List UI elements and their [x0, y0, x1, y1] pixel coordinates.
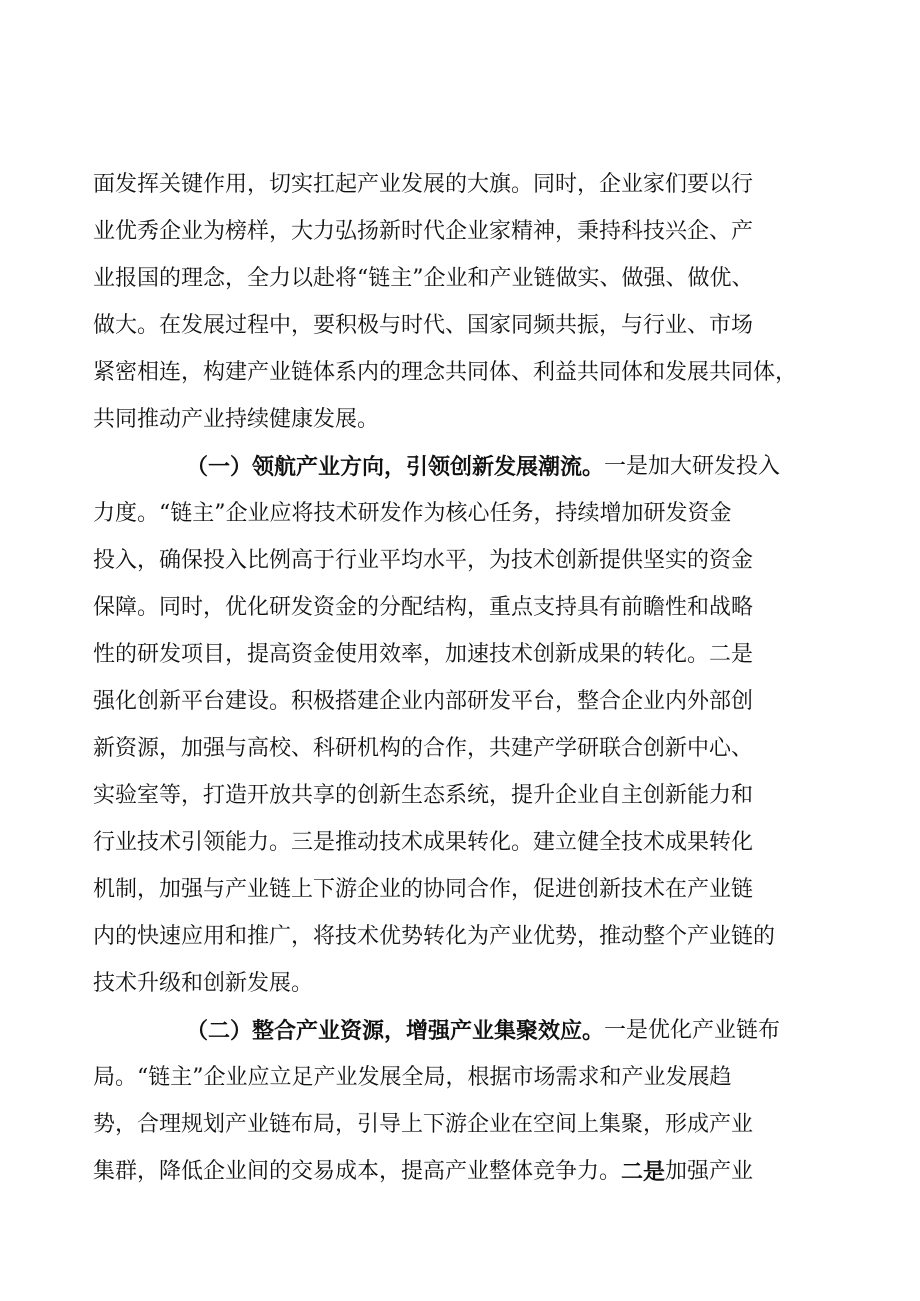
text-line — [0, 358, 920, 388]
section-heading-line — [0, 1016, 920, 1046]
text-line — [0, 969, 920, 999]
line-text: 性的研发项目，提高资金使用效率，加速技术创新成果的转化。二是 — [93, 642, 754, 667]
line-text: 面发挥关键作用，切实扛起产业发展的大旗。同时，企业家们要以行 — [93, 172, 754, 197]
text-line — [0, 217, 920, 247]
text-line — [0, 875, 920, 905]
line-text: 业优秀企业为榜样，大力弘扬新时代企业家精神，秉持科技兴企、产 — [93, 219, 754, 244]
line-text: 新资源，加强与高校、科研机构的合作，共建产学研联合创新中心、 — [93, 736, 754, 761]
text-line — [0, 687, 920, 717]
text-line — [0, 828, 920, 858]
line-text: 紧密相连，构建产业链体系内的理念共同体、利益共同体和发展共同体， — [93, 360, 798, 385]
line-text: 行业技术引领能力。三是推动技术成果转化。建立健全技术成果转化 — [93, 830, 754, 855]
text-line — [0, 546, 920, 576]
text-line — [0, 640, 920, 670]
line-text: 势，合理规划产业链布局，引导上下游企业在空间上集聚，形成产业 — [93, 1112, 754, 1137]
text-line — [0, 1063, 920, 1093]
line-text: 一是优化产业链布 — [604, 1018, 781, 1043]
line-text: 业报国的理念，全力以赴将“链主”企业和产业链做实、做强、做优、 — [93, 266, 754, 291]
line-text: 力度。“链主”企业应将技术研发作为核心任务，持续增加研发资金 — [93, 501, 732, 526]
line-text: 内的快速应用和推广，将技术优势转化为产业优势，推动整个产业链的 — [93, 924, 776, 949]
line-text: 一是加大研发投入 — [604, 454, 781, 479]
text-line — [0, 264, 920, 294]
line-text: 机制，加强与产业链上下游企业的协同合作，促进创新技术在产业链 — [93, 877, 754, 902]
line-text: 共同推动产业持续健康发展。 — [93, 407, 380, 432]
text-line — [0, 405, 920, 435]
line-text: 集群，降低企业间的交易成本，提高产业整体竞争力。 — [93, 1159, 622, 1184]
line-text: 强化创新平台建设。积极搭建企业内部研发平台，整合企业内外部创 — [93, 689, 754, 714]
text-line — [0, 593, 920, 623]
section-heading-2: （二）整合产业资源，增强产业集聚效应。 — [186, 1018, 605, 1044]
section-heading-1: （一）领航产业方向，引领创新发展潮流。 — [186, 454, 605, 480]
line-text: 加强产业 — [665, 1159, 754, 1184]
text-line — [0, 170, 920, 200]
text-line — [0, 311, 920, 341]
text-line — [0, 499, 920, 529]
emphasis-text: 二是 — [621, 1159, 666, 1185]
text-line — [0, 781, 920, 811]
section-heading-line — [0, 452, 920, 482]
text-line — [0, 922, 920, 952]
text-line — [0, 1110, 920, 1140]
text-line — [0, 1157, 920, 1187]
line-text: 做大。在发展过程中，要积极与时代、国家同频共振，与行业、市场 — [93, 313, 754, 338]
line-text: 保障。同时，优化研发资金的分配结构，重点支持具有前瞻性和战略 — [93, 595, 754, 620]
line-text: 实验室等，打造开放共享的创新生态系统，提升企业自主创新能力和 — [93, 783, 754, 808]
line-text: 投入，确保投入比例高于行业平均水平，为技术创新提供坚实的资金 — [93, 548, 754, 573]
line-text: 局。“链主”企业应立足产业发展全局，根据市场需求和产业发展趋 — [93, 1065, 732, 1090]
line-text: 技术升级和创新发展。 — [93, 971, 314, 996]
text-line — [0, 734, 920, 764]
